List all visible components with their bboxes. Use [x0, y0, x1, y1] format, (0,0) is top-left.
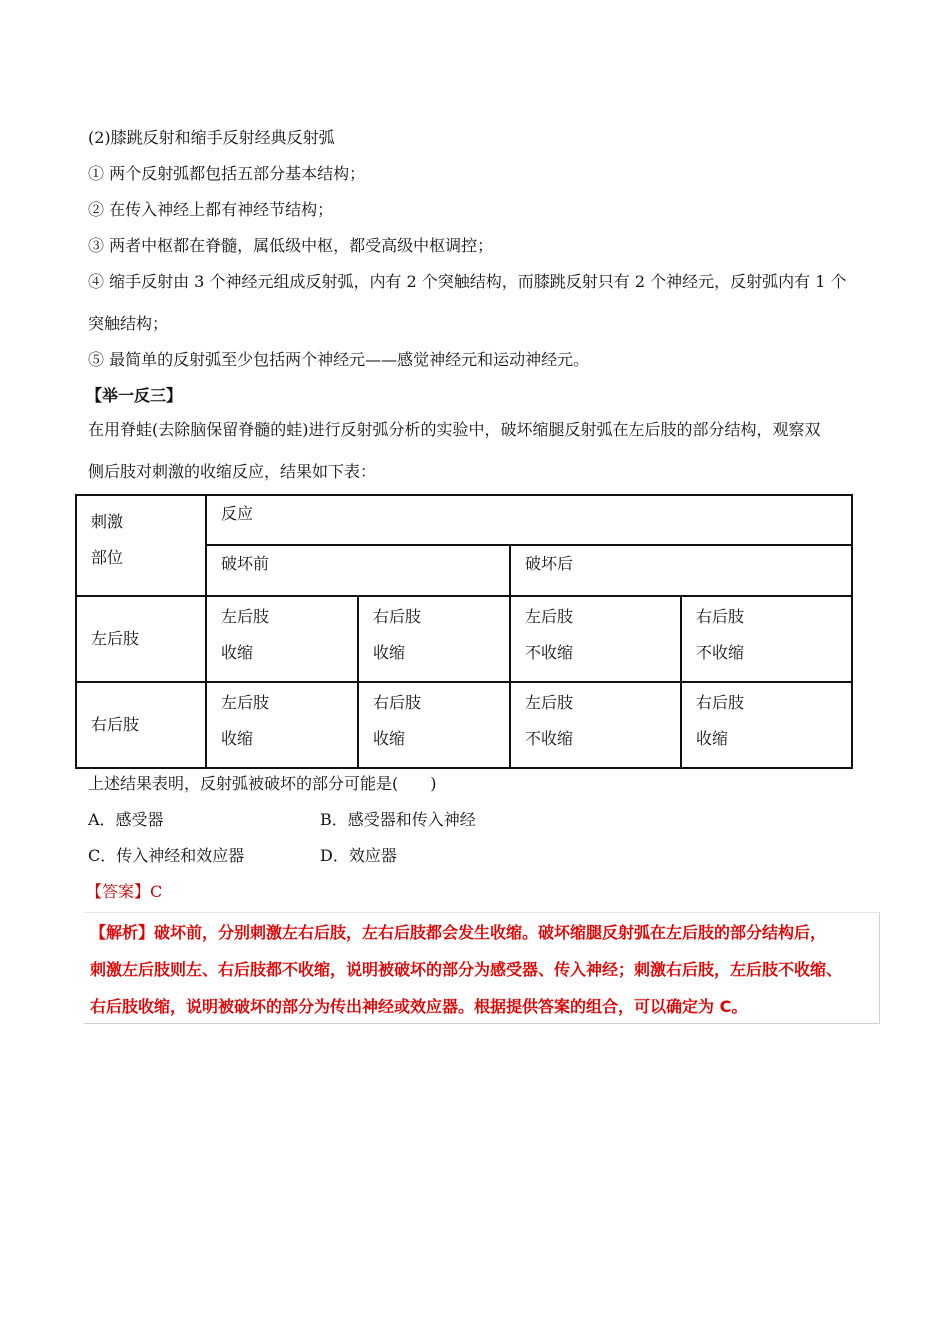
- option-d: D．效应器: [320, 846, 397, 865]
- point-2: ② 在传入神经上都有神经节结构；: [88, 200, 334, 219]
- response-cell: 左后肢 收缩: [206, 682, 358, 768]
- question-line-2: 侧后肢对刺激的收缩反应，结果如下表：: [88, 462, 377, 481]
- response-cell: 左后肢 不收缩: [510, 682, 681, 768]
- analysis-box: [84, 912, 880, 1024]
- practice-heading: 【举一反三】: [86, 386, 183, 405]
- table-row: [76, 682, 852, 768]
- stimulus-site-cell: 右后肢: [76, 682, 206, 768]
- analysis-line-2: 刺激左后肢则左、右后肢都不收缩，说明被破坏的部分为感受器、传入神经；刺激右后肢，左后肢不收缩、: [90, 960, 843, 979]
- option-b: B．感受器和传入神经: [320, 810, 476, 829]
- response-cell: 左后肢 收缩: [206, 596, 358, 682]
- analysis-line-1: 【解析】破坏前，分别刺激左右后肢，左右后肢都会发生收缩。破坏缩腿反射弧在左后肢的部分结构后，: [90, 923, 827, 942]
- response-cell: 右后肢 收缩: [358, 596, 510, 682]
- header-site-label: 部位: [91, 548, 124, 567]
- response-cell: 右后肢 收缩: [681, 682, 852, 768]
- response-cell: 右后肢 不收缩: [681, 596, 852, 682]
- answer-label: 【答案】C: [86, 882, 163, 901]
- point-4-cont: 突触结构；: [88, 314, 169, 333]
- point-5: ⑤ 最简单的反射弧至少包括两个神经元——感觉神经元和运动神经元。: [88, 350, 590, 369]
- header-stimulus-site: [76, 495, 206, 596]
- point-3: ③ 两者中枢都在脊髓，属低级中枢，都受高级中枢调控；: [88, 236, 494, 255]
- option-a: A．感受器: [88, 810, 164, 829]
- option-c: C．传入神经和效应器: [88, 846, 245, 865]
- response-cell: 左后肢 不收缩: [510, 596, 681, 682]
- header-after-damage: 破坏后: [510, 545, 852, 596]
- header-response: 反应: [206, 495, 852, 545]
- table-row: [76, 596, 852, 682]
- point-4: ④ 缩手反射由 3 个神经元组成反射弧，内有 2 个突触结构，而膝跳反射只有 2 个神经元，反射弧内有 1 个: [88, 272, 847, 291]
- section-title: (2)膝跳反射和缩手反射经典反射弧: [88, 128, 335, 147]
- question-line-1: 在用脊蛙(去除脑保留脊髓的蛙)进行反射弧分析的实验中，破坏缩腿反射弧在左后肢的部分结构，观察双: [88, 420, 821, 439]
- stimulus-site-cell: 左后肢: [76, 596, 206, 682]
- results-table: [75, 494, 853, 769]
- analysis-line-3: 右后肢收缩，说明被破坏的部分为传出神经或效应器。根据提供答案的组合，可以确定为 C。: [90, 997, 748, 1016]
- point-1: ① 两个反射弧都包括五部分基本结构；: [88, 164, 366, 183]
- question-stem: 上述结果表明，反射弧被破坏的部分可能是( ): [88, 774, 437, 793]
- header-before-damage: 破坏前: [206, 545, 510, 596]
- header-stimulus-label: 刺激: [91, 512, 124, 531]
- response-cell: 右后肢 收缩: [358, 682, 510, 768]
